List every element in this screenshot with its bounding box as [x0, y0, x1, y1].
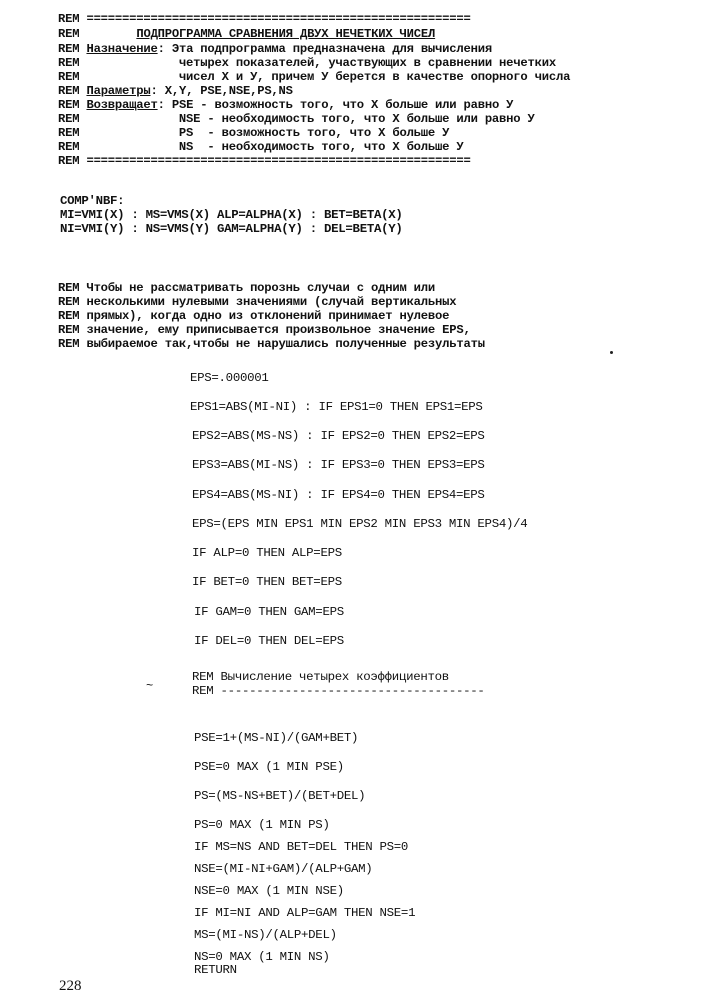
comment-line: REM прямых), когда одно из отклонений принимает нулевое [58, 309, 450, 323]
comment-line: REM Вычисление четырех коэффициентов [192, 670, 449, 684]
comment-line: REM значение, ему приписывается произвольное значение EPS, [58, 323, 471, 337]
comment-line: REM несколькими нулевыми значениями (случай вертикальных [58, 295, 457, 309]
params-label: Параметры [86, 84, 151, 98]
returns-label: Возвращает [86, 98, 158, 112]
code-line: PS=(MS-NS+BET)/(BET+DEL) [194, 789, 366, 803]
code-line: IF ALP=0 THEN ALP=EPS [192, 546, 342, 560]
header-line: REM NS - необходимость того, что Х больше У [58, 140, 464, 154]
code-line: EPS=.000001 [190, 371, 269, 385]
header-rule-bottom: REM ====================================================== [58, 154, 471, 168]
code-line: EPS2=ABS(MS-NS) : IF EPS2=0 THEN EPS2=EPS [192, 429, 485, 443]
code-line: MS=(MI-NS)/(ALP+DEL) [194, 928, 337, 942]
header-rule-top: REM ====================================================== [58, 12, 471, 26]
stray-dot [610, 351, 613, 354]
rem-keyword: REM [58, 84, 80, 98]
header-line: REM NSE - необходимость того, что Х больше или равно У [58, 112, 535, 126]
header-line: REM четырех показателей, участвующих в сравнении нечетких [58, 56, 556, 70]
header-line: REM чисел Х и У, причем У берется в качестве опорного числа [58, 70, 571, 84]
comment-rule: REM ------------------------------------- [192, 684, 485, 698]
header-purpose-line [58, 42, 492, 56]
header-returns-line [58, 98, 513, 112]
header-line: REM PS - возможность того, что Х больше У [58, 126, 450, 140]
purpose-label: Назначение [86, 42, 158, 56]
code-line: EPS4=ABS(MS-NI) : IF EPS4=0 THEN EPS4=EPS [192, 488, 485, 502]
code-line: COMP'NBF: [60, 194, 125, 208]
code-line: EPS=(EPS MIN EPS1 MIN EPS2 MIN EPS3 MIN EPS4)/4 [192, 517, 528, 531]
rem-keyword: REM [58, 98, 80, 112]
code-line: IF MS=NS AND BET=DEL THEN PS=0 [194, 840, 409, 854]
stray-mark: ~ [146, 679, 154, 693]
subroutine-title: ПОДПРОГРАММА СРАВНЕНИЯ ДВУХ НЕЧЕТКИХ ЧИСЕЛ [136, 27, 436, 41]
comment-line: REM Чтобы не рассматривать порознь случаи с одним или [58, 281, 436, 295]
code-line: IF BET=0 THEN BET=EPS [192, 575, 342, 589]
header-params-line [58, 84, 293, 98]
code-line: IF MI=NI AND ALP=GAM THEN NSE=1 [194, 906, 416, 920]
code-line: NSE=(MI-NI+GAM)/(ALP+GAM) [194, 862, 373, 876]
page-number: 228 [59, 978, 82, 994]
code-line: EPS1=ABS(MI-NI) : IF EPS1=0 THEN EPS1=EPS [190, 400, 483, 414]
code-line: MI=VMI(X) : MS=VMS(X) ALP=ALPHA(X) : BET=BETA(X) [60, 208, 403, 222]
rem-keyword: REM [58, 42, 80, 56]
code-line: PSE=1+(MS-NI)/(GAM+BET) [194, 731, 359, 745]
code-line: IF DEL=0 THEN DEL=EPS [194, 634, 344, 648]
code-line: NSE=0 MAX (1 MIN NSE) [194, 884, 344, 898]
code-line: PSE=0 MAX (1 MIN PSE) [194, 760, 344, 774]
code-line: NI=VMI(Y) : NS=VMS(Y) GAM=ALPHA(Y) : DEL=BETA(Y) [60, 222, 403, 236]
purpose-text: : Эта подпрограмма предназначена для вычисления [157, 42, 492, 56]
returns-text: : PSE - возможность того, что Х больше или равно У [157, 98, 514, 112]
code-line: IF GAM=0 THEN GAM=EPS [194, 605, 344, 619]
comment-line: REM выбираемое так,чтобы не нарушались полученные результаты [58, 337, 485, 351]
params-text: : X,Y, PSE,NSE,PS,NS [150, 84, 293, 98]
code-line: NS=0 MAX (1 MIN NS) [194, 950, 330, 964]
code-line: PS=0 MAX (1 MIN PS) [194, 818, 330, 832]
code-line: EPS3=ABS(MI-NS) : IF EPS3=0 THEN EPS3=EPS [192, 458, 485, 472]
header-title-line [58, 27, 435, 41]
code-line: RETURN [194, 963, 237, 977]
rem-keyword: REM [58, 27, 80, 41]
